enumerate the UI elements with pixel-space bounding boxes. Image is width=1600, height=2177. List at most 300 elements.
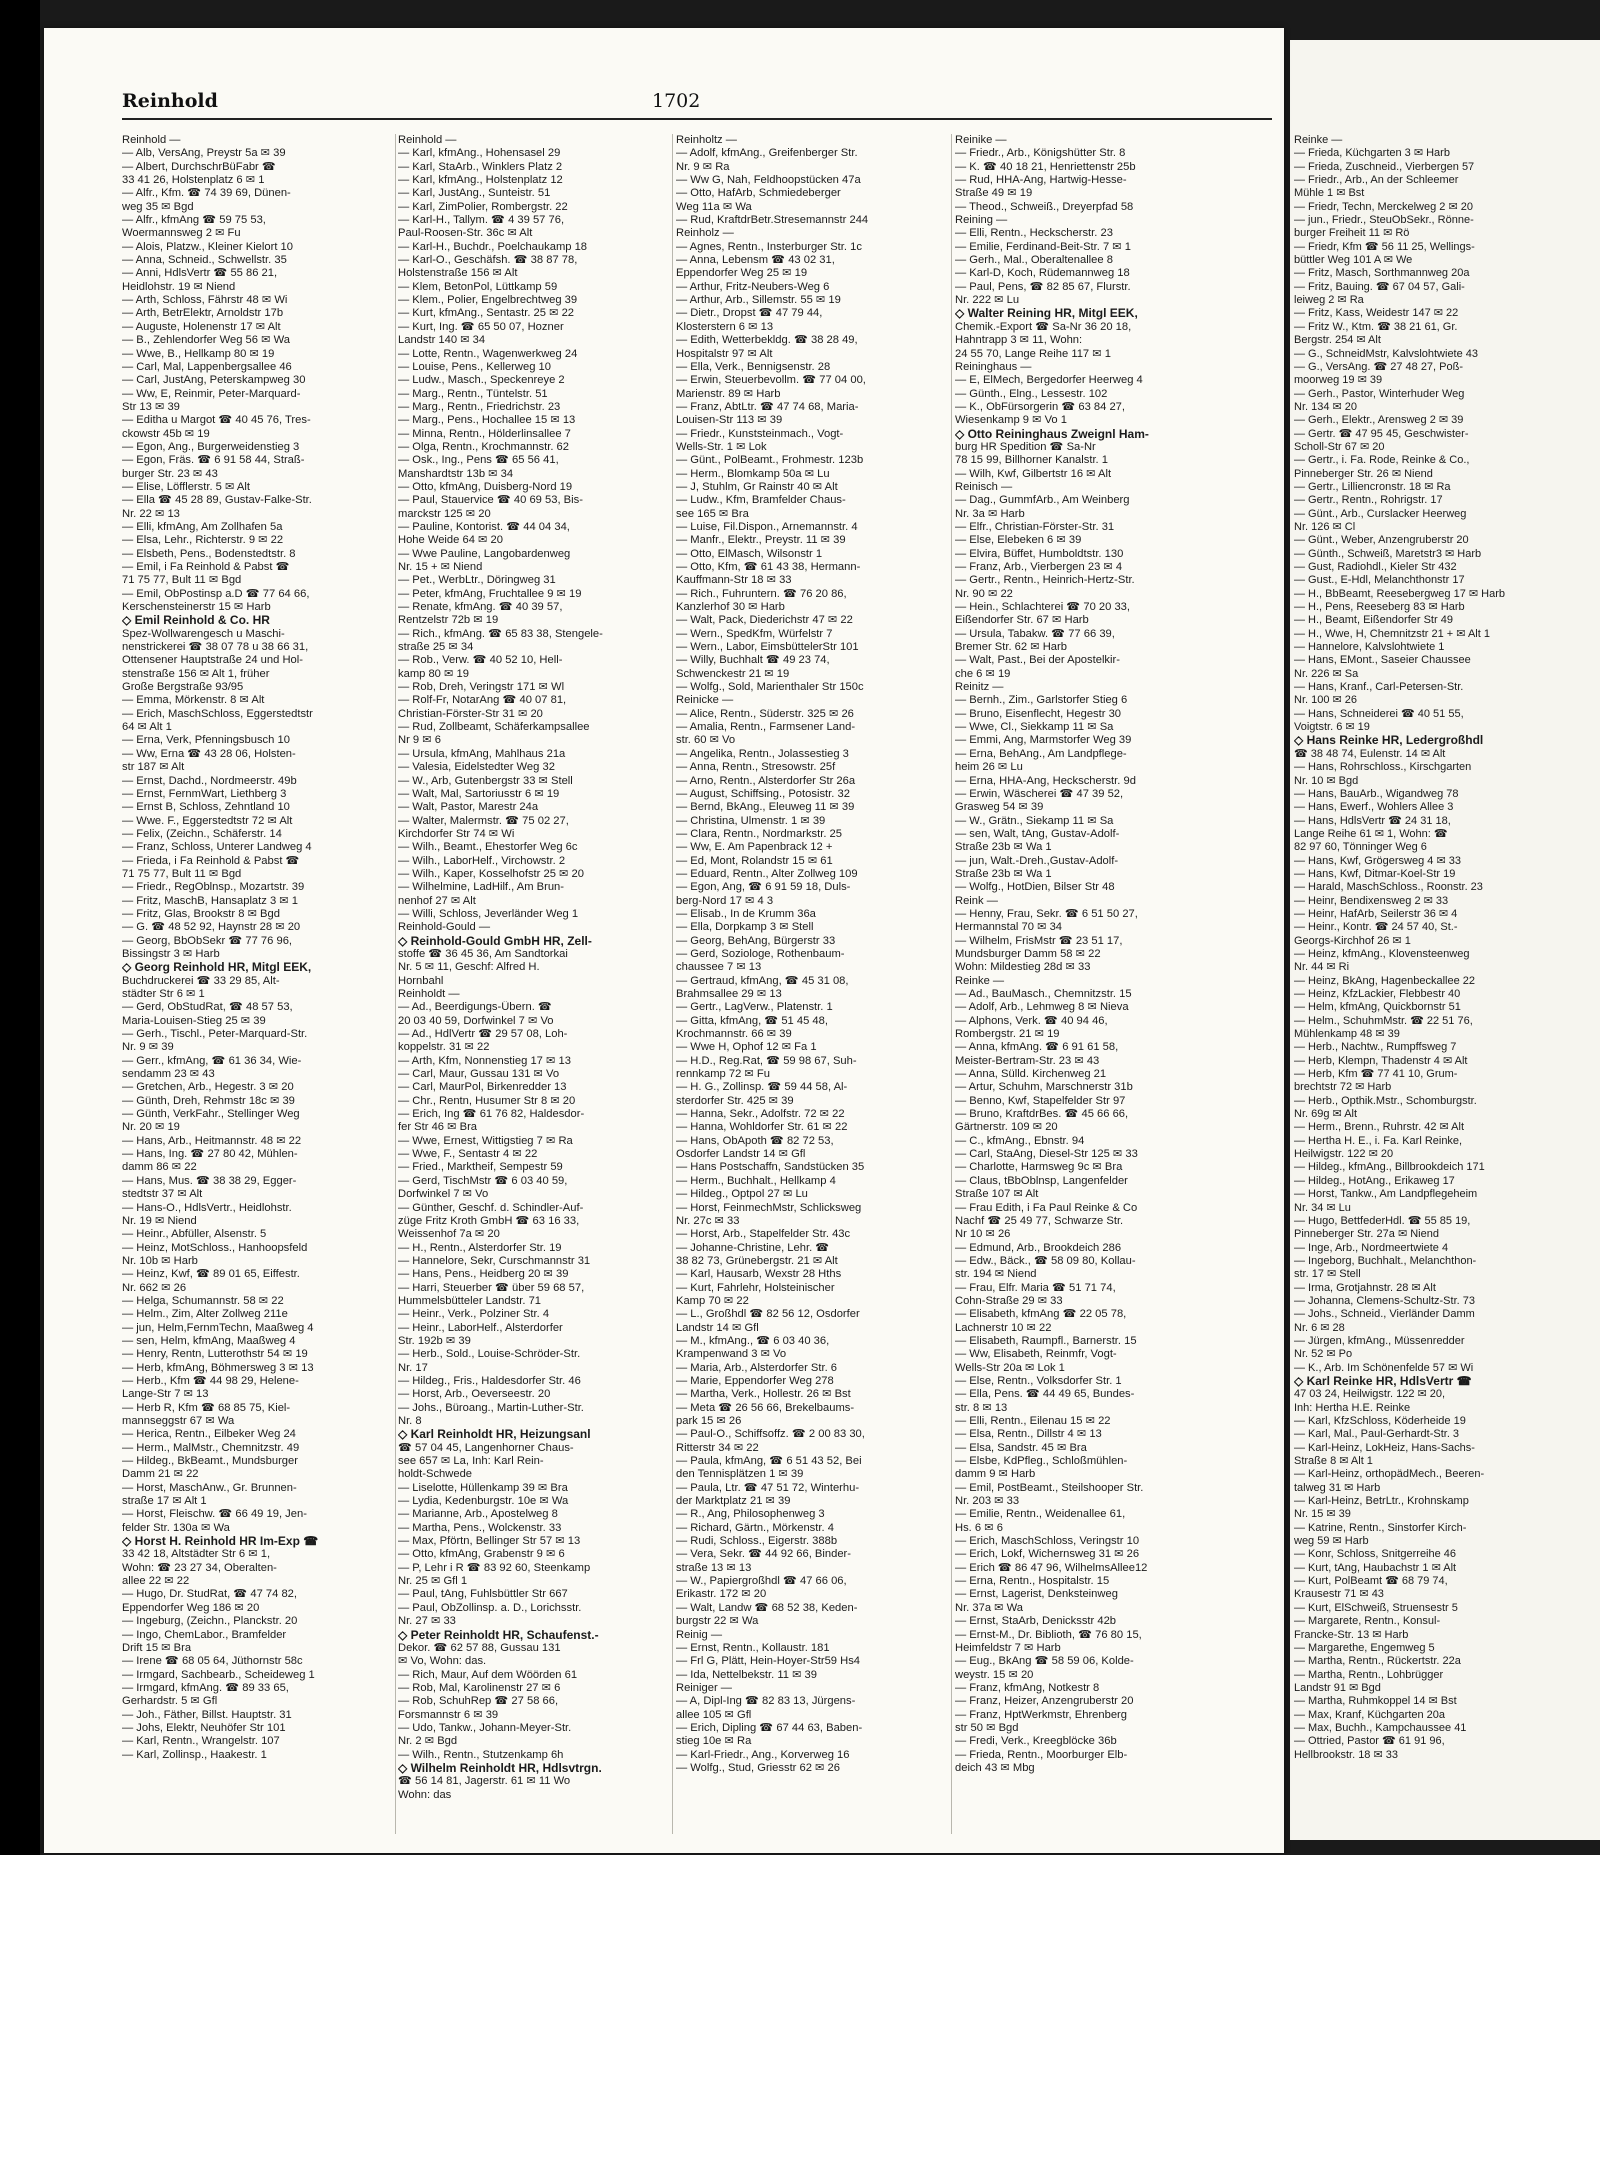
directory-entry: — Anna, kfmAng. ☎ 6 91 61 58, xyxy=(955,1041,1119,1054)
directory-entry: Kirchdorfer Str 74 ✉ Wi xyxy=(398,827,515,840)
directory-entry: — Meta ☎ 26 56 66, Brekelbaums- xyxy=(676,1401,855,1414)
directory-entry: — Frieda, i Fa Reinhold & Pabst ☎ xyxy=(122,854,300,867)
directory-entry: — Arth, BetrElektr, Arnoldstr 17b xyxy=(122,307,284,320)
directory-entry: 33 41 26, Holstenplatz 6 ✉ 1 xyxy=(122,174,265,187)
directory-entry: — Irma, Grotjahnstr. 28 ✉ Alt xyxy=(1294,1281,1436,1294)
directory-entry: — Wolfg., HotDien, Bilser Str 48 xyxy=(955,881,1115,894)
directory-entry: — Joh., Fäther, Billst. Hauptstr. 31 xyxy=(122,1708,292,1721)
directory-entry: Nachf ☎ 25 49 77, Schwarze Str. xyxy=(955,1214,1124,1227)
directory-entry: Große Bergstraße 93/95 xyxy=(122,681,244,694)
scan-margin xyxy=(0,1855,1600,2177)
directory-entry: — Walt, Landw ☎ 68 52 38, Keden- xyxy=(676,1601,858,1614)
directory-entry: — Fritz, Kass, Weidestr 147 ✉ 22 xyxy=(1294,307,1459,320)
directory-entry: Spez-Wollwarengesch u Maschi- xyxy=(122,627,285,640)
directory-entry: — Erich, Dipling ☎ 67 44 63, Baben- xyxy=(676,1721,863,1734)
directory-entry: Rombergstr. 21 ✉ 19 xyxy=(955,1028,1060,1041)
directory-entry: — Ww, E. Am Papenbrack 12 + xyxy=(676,841,833,854)
directory-entry: Nr. 15 ✉ 39 xyxy=(1294,1508,1351,1521)
directory-entry: — Rob, Dreh, Veringstr 171 ✉ Wl xyxy=(398,681,565,694)
directory-entry: Meister-Bertram-Str. 23 ✉ 43 xyxy=(955,1054,1100,1067)
directory-entry: — Ww, Erna ☎ 43 28 06, Holsten- xyxy=(122,747,296,760)
directory-entry: — Martha, Ruhmkoppel 14 ✉ Bst xyxy=(1294,1695,1457,1708)
directory-entry: holdt-Schwede xyxy=(398,1468,473,1481)
directory-entry: — Marg., Rentn., Tüntelstr. 51 xyxy=(398,387,548,400)
directory-entry: Nr. 134 ✉ 20 xyxy=(1294,400,1358,413)
directory-entry: ◇ Georg Reinhold HR, Mitgl EEK, xyxy=(122,961,312,975)
directory-entry: — Dietr., Dropst ☎ 47 79 44, xyxy=(676,307,823,320)
directory-entry: — Agnes, Rentn., Insterburger Str. 1c xyxy=(676,240,862,253)
directory-entry: — Osk., Ing., Pens ☎ 65 56 41, xyxy=(398,454,559,467)
directory-entry: Reinholtz — xyxy=(676,134,737,146)
directory-entry: — Hans, Ing. ☎ 27 80 42, Mühlen- xyxy=(122,1148,298,1161)
directory-entry: — Hildeg., Optpol 27 ✉ Lu xyxy=(676,1188,808,1201)
directory-entry: — Anna, Sülld. Kirchenweg 21 xyxy=(955,1068,1107,1081)
directory-entry: Kerschensteinerstr 15 ✉ Harb xyxy=(122,601,271,614)
directory-entry: Nr. 90 ✉ 22 xyxy=(955,587,1013,600)
directory-entry: Nr. 20 ✉ 19 xyxy=(122,1121,180,1134)
directory-entry: der Marktplatz 21 ✉ 39 xyxy=(676,1495,791,1508)
directory-entry: — Hans, Rohrschloss., Kirschgarten xyxy=(1294,761,1472,774)
directory-entry: — Günth., Elng., Lessestr. 102 xyxy=(955,387,1108,400)
directory-entry: — Friedr., RegOblnsp., Mozartstr. 39 xyxy=(122,881,305,894)
directory-entry: park 15 ✉ 26 xyxy=(676,1415,742,1427)
directory-entry: — Kurt, kfmAng., Sentastr. 25 ✉ 22 xyxy=(398,307,575,320)
directory-entry: Rentzelstr 72b ✉ 19 xyxy=(398,614,499,627)
directory-entry: — Erna, BehAng., Am Landpflege- xyxy=(955,747,1127,760)
directory-entry: — Ingeburg, (Zeichn., Planckstr. 20 xyxy=(122,1615,298,1628)
directory-entry: — Günther, Geschf. d. Schindler-Auf- xyxy=(398,1201,584,1214)
directory-entry: Lachnerstr 10 ✉ 22 xyxy=(955,1321,1052,1334)
directory-entry: — Claus, tBbOblnsp, Langenfelder xyxy=(955,1174,1128,1187)
directory-entry: sterdorfer Str. 425 ✉ 39 xyxy=(676,1094,794,1107)
directory-entry: — Gust, Radiohdl., Kieler Str 432 xyxy=(1294,561,1457,573)
directory-entry: — Else, Elebeken 6 ✉ 39 xyxy=(955,534,1082,547)
directory-entry: — Hannelore, Kalvslohtwiete 1 xyxy=(1294,641,1445,654)
directory-entry: — Horst, Tankw., Am Landpflegeheim xyxy=(1294,1188,1478,1201)
directory-entry: — Herb., Kfm ☎ 44 98 29, Helene- xyxy=(122,1374,299,1387)
directory-entry: Woermannsweg 2 ✉ Fu xyxy=(122,227,241,240)
directory-entry: Nr 9 ✉ 6 xyxy=(398,734,441,747)
directory-entry: Straße 8 ✉ Alt 1 xyxy=(1294,1455,1373,1468)
directory-entry: Nr. 222 ✉ Lu xyxy=(955,294,1020,307)
directory-entry: — Lotte, Rentn., Wagenwerkweg 24 xyxy=(398,347,578,360)
directory-entry: Reink — xyxy=(955,894,998,907)
directory-entry: Francke-Str. 13 ✉ Harb xyxy=(1294,1628,1409,1641)
directory-entry: — Helm., SchuhmMstr. ☎ 22 51 76, xyxy=(1294,1014,1473,1027)
directory-entry: Kamp 70 ✉ 22 xyxy=(676,1294,749,1307)
directory-entry: Straße 107 ✉ Alt xyxy=(955,1188,1039,1201)
directory-entry: Nr. 3a ✉ Harb xyxy=(955,507,1025,520)
directory-entry: — Friedr., Kunststeinmach., Vogt- xyxy=(676,427,844,440)
directory-entry: — Bernh., Zim., Garlstorfer Stieg 6 xyxy=(955,694,1128,707)
directory-entry: — Carl, StaAng, Diesel-Str 125 ✉ 33 xyxy=(955,1148,1138,1161)
directory-entry: Mühlenkamp 48 ✉ 39 xyxy=(1294,1028,1400,1041)
directory-entry: Manshardtstr 13b ✉ 34 xyxy=(398,467,514,480)
directory-entry: str. 8 ✉ 13 xyxy=(955,1401,1008,1414)
directory-entry: Krochmannstr. 66 ✉ 39 xyxy=(676,1028,792,1041)
directory-entry: — Günth., Schweiß, Maretstr3 ✉ Harb xyxy=(1294,547,1482,560)
directory-entry: — Hans, BauArb., Wigandweg 78 xyxy=(1294,787,1459,800)
directory-entry: — Johs., Schneid., Vierländer Damm xyxy=(1294,1308,1475,1321)
directory-entry: see 657 ✉ La, Inh: Karl Rein- xyxy=(398,1455,544,1468)
directory-entry: — Kurt, Ing. ☎ 65 50 07, Hozner xyxy=(398,320,564,333)
directory-entry: — Wilh., Rentn., Stutzenkamp 6h xyxy=(398,1748,564,1761)
directory-entry: — Hein., Schlachterei ☎ 70 20 33, xyxy=(955,601,1131,614)
directory-column-3 xyxy=(676,134,948,1834)
directory-entry: — sen, Walt, tAng, Gustav-Adolf- xyxy=(955,827,1120,840)
directory-entry: — Erich, MaschSchloss, Veringstr 10 xyxy=(955,1535,1140,1548)
directory-entry: — Ernst, Lagerist, Denksteinweg xyxy=(955,1588,1118,1601)
directory-entry: Straße 23b ✉ Wa 1 xyxy=(955,867,1052,880)
running-head: Reinhold xyxy=(122,90,218,112)
directory-entry: ◇ Karl Reinholdt HR, Heizungsanl xyxy=(398,1428,591,1442)
directory-entry: Hospitalstr 97 ✉ Alt xyxy=(676,347,773,360)
directory-entry: — Chr., Rentn, Husumer Str 8 ✉ 20 xyxy=(398,1094,576,1107)
directory-entry: Nr. 226 ✉ Sa xyxy=(1294,667,1359,680)
directory-entry: — Heinr., Kontr. ☎ 24 57 40, St.- xyxy=(1294,921,1458,934)
directory-entry: — Frieda, Küchgarten 3 ✉ Harb xyxy=(1294,147,1450,160)
directory-entry: — Gerh., Elektr., Arensweg 2 ✉ 39 xyxy=(1294,414,1464,427)
directory-entry: — Pet., WerbLtr., Döringweg 31 xyxy=(398,574,556,587)
directory-entry: — Emilie, Ferdinand-Beit-Str. 7 ✉ 1 xyxy=(955,240,1132,253)
directory-entry: 24 55 70, Lange Reihe 117 ✉ 1 xyxy=(955,347,1111,360)
directory-entry: Buchdruckerei ☎ 33 29 85, Alt- xyxy=(122,974,280,987)
directory-entry: — Marg., Rentn., Friedrichstr. 23 xyxy=(398,400,561,413)
directory-entry: — Heinz, BkAng, Hagenbeckallee 22 xyxy=(1294,974,1475,987)
directory-entry: — Udo, Tankw., Johann-Meyer-Str. xyxy=(398,1721,572,1734)
directory-entry: — Clara, Rentn., Nordmarkstr. 25 xyxy=(676,827,843,840)
directory-entry: — H.D., Reg.Rat, ☎ 59 98 67, Suh- xyxy=(676,1054,857,1067)
directory-entry: Reinke — xyxy=(955,974,1005,987)
directory-entry: — Johs, Elektr, Neuhöfer Str 101 xyxy=(122,1721,286,1734)
directory-entry: stedtstr 37 ✉ Alt xyxy=(122,1188,203,1201)
directory-entry: Reinke — xyxy=(1294,134,1343,146)
directory-entry: — H., Pens, Reeseberg 83 ✉ Harb xyxy=(1294,601,1465,614)
directory-entry: — Martha, Rentn., Lohbrügger xyxy=(1294,1668,1444,1681)
directory-entry: — Hans, Kwf, Grögersweg 4 ✉ 33 xyxy=(1294,854,1461,867)
directory-entry: — Otto, HafArb, Schmiedeberger xyxy=(676,187,841,200)
directory-entry: Krausestr 71 ✉ 43 xyxy=(1294,1588,1384,1601)
directory-entry: ☎ 38 48 74, Eulenstr. 14 ✉ Alt xyxy=(1294,747,1446,760)
directory-entry: koppelstr. 31 ✉ 22 xyxy=(398,1041,490,1054)
directory-entry: Wohn: Mildestieg 28d ✉ 33 xyxy=(955,961,1091,974)
directory-entry: — Wwe, Cl., Siekkamp 11 ✉ Sa xyxy=(955,721,1114,734)
directory-entry: — Elli, Rentn., Heckscherstr. 23 xyxy=(955,227,1113,240)
directory-entry: Scholl-Str 67 ✉ 20 xyxy=(1294,440,1385,453)
directory-entry: damm 9 ✉ Harb xyxy=(955,1468,1036,1481)
directory-entry: heim 26 ✉ Lu xyxy=(955,761,1023,774)
directory-entry: — Rud, KraftdrBetr.Stresemannstr 244 xyxy=(676,214,869,227)
directory-entry: burgstr 22 ✉ Wa xyxy=(676,1615,759,1628)
directory-entry: sendamm 23 ✉ 43 xyxy=(122,1068,215,1081)
directory-entry: ◇ Peter Reinholdt HR, Schaufenst.- xyxy=(398,1628,599,1642)
directory-entry: — Alfr., Kfm. ☎ 74 39 69, Dünen- xyxy=(122,187,291,200)
directory-entry: Eppendorfer Weg 25 ✉ 19 xyxy=(676,267,808,280)
directory-entry: — Carl, Maur, Gussau 131 ✉ Vo xyxy=(398,1068,560,1081)
directory-entry: — Horst, FeinmechMstr, Schlicksweg xyxy=(676,1201,862,1214)
directory-entry: — Herm., Brenn., Ruhrstr. 42 ✉ Alt xyxy=(1294,1121,1464,1134)
directory-entry: Nr. 203 ✉ 33 xyxy=(955,1495,1020,1508)
directory-entry: — Heinr., Verk., Polziner Str. 4 xyxy=(398,1308,550,1321)
directory-entry: Straße 49 ✉ 19 xyxy=(955,187,1033,200)
directory-entry: brechtstr 72 ✉ Harb xyxy=(1294,1081,1392,1094)
facing-page-column xyxy=(1294,134,1594,1834)
directory-entry: — Hannelore, Sekr, Curschmannstr 31 xyxy=(398,1254,591,1267)
directory-entry: Nr. 100 ✉ 26 xyxy=(1294,694,1358,707)
directory-entry: talweg 31 ✉ Harb xyxy=(1294,1481,1381,1494)
directory-entry: — Gerd, ObStudRat, ☎ 48 57 53, xyxy=(122,1001,293,1014)
directory-entry: 78 15 99, Billhorner Kanalstr. 1 xyxy=(955,454,1108,467)
directory-entry: — Wolfg., Sold, Marienthaler Str 150c xyxy=(676,681,864,694)
directory-entry: che 6 ✉ 19 xyxy=(955,667,1011,680)
directory-entry: weg 35 ✉ Bgd xyxy=(122,200,194,213)
directory-entry: stieg 10e ✉ Ra xyxy=(676,1735,752,1748)
directory-entry: — Karl, Hausarb, Wexstr 28 Hths xyxy=(676,1268,842,1281)
directory-entry: Pinneberger Str. 27a ✉ Niend xyxy=(1294,1228,1439,1241)
directory-entry: ckowstr 45b ✉ 19 xyxy=(122,427,210,440)
directory-entry: Reininghaus — xyxy=(955,360,1032,373)
directory-entry: — Ernst, StaArb, Denicksstr 42b xyxy=(955,1615,1117,1628)
directory-entry: — Helm., Zim, Alter Zollweg 211e xyxy=(122,1308,288,1321)
directory-entry: — Adolf, Arb., Lehmweg 8 ✉ Nieva xyxy=(955,1001,1129,1014)
directory-entry: — Amalia, Rentn., Farmsener Land- xyxy=(676,721,856,734)
directory-entry: Landstr 140 ✉ 34 xyxy=(398,334,486,347)
directory-entry: Nr. 6 ✉ 28 xyxy=(1294,1321,1345,1334)
directory-entry: Reinholdt — xyxy=(398,988,460,1000)
directory-entry: — Gertr., LagVerw., Platenstr. 1 xyxy=(676,1001,833,1014)
directory-entry: Osdorfer Landstr 14 ✉ Gfl xyxy=(676,1148,806,1161)
directory-entry: — Klem., Polier, Engelbrechtweg 39 xyxy=(398,294,578,307)
directory-entry: — Wern., Labor, EimsbüttelerStr 101 xyxy=(676,641,859,654)
directory-entry: Reinike — xyxy=(955,134,1007,146)
directory-entry: straße 25 ✉ 34 xyxy=(398,641,474,654)
directory-entry: Nr. 15 + ✉ Niend xyxy=(398,561,483,573)
directory-entry: Hellbrookstr. 18 ✉ 33 xyxy=(1294,1748,1398,1761)
directory-entry: — Maria, Arb., Alsterdorfer Str. 6 xyxy=(676,1361,838,1374)
directory-entry: Heimfeldstr 7 ✉ Harb xyxy=(955,1641,1061,1654)
directory-entry: — Eug., BkAng ☎ 58 59 06, Kolde- xyxy=(955,1655,1134,1668)
directory-entry: Heidlohstr. 19 ✉ Niend xyxy=(122,280,236,293)
directory-entry: — Dag., GummfArb., Am Weinberg xyxy=(955,494,1130,507)
directory-entry: — Ursula, kfmAng, Mahlhaus 21a xyxy=(398,747,566,760)
directory-entry: — Gertraud, kfmAng, ☎ 45 31 08, xyxy=(676,974,849,987)
directory-entry: Hs. 6 ✉ 6 xyxy=(955,1521,1003,1534)
directory-entry: — Wwe, B., Hellkamp 80 ✉ 19 xyxy=(122,347,275,360)
directory-entry: — K., Arb. Im Schönenfelde 57 ✉ Wi xyxy=(1294,1361,1474,1374)
directory-entry: str 187 ✉ Alt xyxy=(122,761,185,774)
directory-entry: — Emma, Mörkenstr. 8 ✉ Alt xyxy=(122,694,265,707)
directory-entry: — Willi, Schloss, Jeverländer Weg 1 xyxy=(398,907,579,920)
directory-entry: — Kurt, tAng, Haubachstr 1 ✉ Alt xyxy=(1294,1561,1457,1574)
directory-entry: Klosterstern 6 ✉ 13 xyxy=(676,320,774,333)
directory-entry: Georgs-Kirchhof 26 ✉ 1 xyxy=(1294,934,1411,947)
directory-entry: — Wilh, Kwf, Gilbertstr 16 ✉ Alt xyxy=(955,467,1112,480)
directory-entry: — Wilh., Beamt., Ehestorfer Weg 6c xyxy=(398,841,578,854)
directory-entry: — Angelika, Rentn., Jolassestieg 3 xyxy=(676,747,849,760)
directory-entry: — Anni, HdlsVertr ☎ 55 86 21, xyxy=(122,267,278,280)
directory-entry: — Rud, HHA-Ang, Hartwig-Hesse- xyxy=(955,174,1127,187)
directory-entry: — Paul, ObZollinsp. a. D., Lorichsstr. xyxy=(398,1601,582,1614)
directory-entry: — Elfr., Christian-Förster-Str. 31 xyxy=(955,520,1115,533)
directory-entry: — Arthur, Fritz-Neubers-Weg 6 xyxy=(676,280,830,293)
directory-entry: — Wern., SpedKfm, Würfelstr 7 xyxy=(676,627,833,640)
directory-entry: — Vera, Sekr. ☎ 44 92 66, Binder- xyxy=(676,1548,851,1561)
directory-entry: — Ww, E, Reinmir, Peter-Marquard- xyxy=(122,387,301,400)
directory-entry: — Otto, kfmAng, Duisberg-Nord 19 xyxy=(398,480,573,493)
directory-entry: — Heinr, HafArb, Seilerstr 36 ✉ 4 xyxy=(1294,907,1458,920)
directory-entry: — Rich., kfmAng. ☎ 65 83 38, Stengele- xyxy=(398,627,603,640)
directory-entry: — Hans, Mus. ☎ 38 38 29, Egger- xyxy=(122,1174,297,1187)
directory-entry: Nr 10 ✉ 26 xyxy=(955,1228,1011,1241)
directory-entry: Nr. 25 ✉ Gfl 1 xyxy=(398,1575,468,1588)
directory-entry: — Editha u Margot ☎ 40 45 76, Tres- xyxy=(122,414,311,427)
directory-entry: — H. G., Zollinsp. ☎ 59 44 58, Al- xyxy=(676,1081,848,1094)
directory-entry: — Alphons, Verk. ☎ 40 94 46, xyxy=(955,1014,1108,1027)
directory-entry: — Emil, PostBeamt., Steilshooper Str. xyxy=(955,1481,1144,1494)
directory-entry: — Herb., Opthik.Mstr., Schomburgstr. xyxy=(1294,1094,1477,1107)
directory-entry: — Wwe, F., Sentastr 4 ✉ 22 xyxy=(398,1148,538,1161)
directory-entry: Nr. 9 ✉ Ra xyxy=(676,160,730,173)
directory-entry: — Ludw., Masch., Speckenreye 2 xyxy=(398,374,565,387)
directory-entry: — Gerr., kfmAng, ☎ 61 36 34, Wie- xyxy=(122,1054,302,1067)
directory-entry: Chemik.-Export ☎ Sa-Nr 36 20 18, xyxy=(955,320,1132,333)
directory-entry: — Paul-O., Schiffsoffz. ☎ 2 00 83 30, xyxy=(676,1428,865,1441)
directory-entry: — Harri, Steuerber ☎ über 59 68 57, xyxy=(398,1281,585,1294)
directory-entry: Damm 21 ✉ 22 xyxy=(122,1468,199,1481)
directory-entry: — Wwe Pauline, Langobardenweg xyxy=(398,547,571,560)
directory-entry: — Wolfg., Stud, Griesstr 62 ✉ 26 xyxy=(676,1761,840,1774)
directory-entry: Nr. 8 xyxy=(398,1415,422,1427)
directory-entry: — Hanna, Sekr., Adolfstr. 72 ✉ 22 xyxy=(676,1108,845,1121)
directory-entry: — Fritz, Bauing. ☎ 67 04 57, Gali- xyxy=(1294,280,1465,293)
directory-entry: — Hans, Arb., Heitmannstr. 48 ✉ 22 xyxy=(122,1134,302,1147)
directory-entry: — Elsbeth, Pens., Bodenstedtstr. 8 xyxy=(122,547,296,560)
directory-entry: — Georg, BbObSekr ☎ 77 76 96, xyxy=(122,934,293,947)
directory-entry: — Gerh., Tischl., Peter-Marquard-Str. xyxy=(122,1028,308,1041)
directory-entry: burger Freiheit 11 ✉ Rö xyxy=(1294,227,1410,240)
directory-entry: Nr. 9 ✉ 39 xyxy=(122,1041,174,1054)
directory-entry: — Hans, EMont., Saseier Chaussee xyxy=(1294,654,1471,667)
directory-entry: — Gitta, kfmAng, ☎ 51 45 48, xyxy=(676,1014,828,1027)
directory-entry: — Rob, SchuhRep ☎ 27 58 66, xyxy=(398,1695,559,1708)
directory-entry: 33 42 18, Altstädter Str 6 ✉ 1, xyxy=(122,1548,271,1561)
directory-entry: — Gertr. ☎ 47 95 45, Geschwister- xyxy=(1294,427,1469,440)
page-header xyxy=(122,88,1272,120)
directory-entry: — E, ElMech, Bergedorfer Heerweg 4 xyxy=(955,374,1143,387)
directory-entry: fer Str 46 ✉ Bra xyxy=(398,1121,478,1134)
directory-entry: — Fried., Marktheif, Sempestr 59 xyxy=(398,1161,563,1174)
directory-entry: — Albert, DurchschrBüFabr ☎ xyxy=(122,160,276,173)
directory-entry: — Bruno, KraftdrBes. ☎ 45 66 66, xyxy=(955,1108,1129,1121)
directory-entry: — Horst, MaschAnw., Gr. Brunnen- xyxy=(122,1481,297,1494)
directory-entry: Nr. 69g ✉ Alt xyxy=(1294,1108,1358,1121)
directory-entry: — W., Papiergroßhdl ☎ 47 66 06, xyxy=(676,1575,847,1588)
directory-entry: — Erich, MaschSchloss, Eggerstedtstr xyxy=(122,707,313,720)
directory-entry: — Alois, Platzw., Kleiner Kielort 10 xyxy=(122,240,293,253)
directory-entry: — Heinr., Abfüller, Alsenstr. 5 xyxy=(122,1228,267,1241)
directory-entry: Nr. 37a ✉ Wa xyxy=(955,1601,1024,1614)
directory-entry: — Wwe H, Ophof 12 ✉ Fa 1 xyxy=(676,1041,817,1054)
directory-entry: — Hildeg., BkBeamt., Mundsburger xyxy=(122,1455,298,1468)
directory-entry: — Herb., Sold., Louise-Schröder-Str. xyxy=(398,1348,581,1361)
directory-entry: straße 17 ✉ Alt 1 xyxy=(122,1495,207,1508)
directory-entry: — Rolf-Fr, NotarAng ☎ 40 07 81, xyxy=(398,694,567,707)
directory-entry: Nr. 5 ✉ 11, Geschf: Alfred H. xyxy=(398,961,540,974)
directory-entry: — A, Dipl-Ing ☎ 82 83 13, Jürgens- xyxy=(676,1695,856,1708)
directory-entry: Drift 15 ✉ Bra xyxy=(122,1641,192,1654)
directory-column-2 xyxy=(398,134,670,1834)
directory-entry: — Benno, Kwf, Stapelfelder Str 97 xyxy=(955,1094,1126,1107)
directory-entry: — Fritz, Masch, Sorthmannweg 20a xyxy=(1294,267,1470,280)
directory-entry: — Elsa, Rentn., Dillstr 4 ✉ 13 xyxy=(955,1428,1102,1441)
directory-entry: — Karl-Friedr., Ang., Korverweg 16 xyxy=(676,1748,850,1761)
directory-column-4 xyxy=(955,134,1227,1834)
directory-entry: — Karl, JustAng., Sunteistr. 51 xyxy=(398,187,551,200)
directory-entry: — Valesia, Eidelstedter Weg 32 xyxy=(398,761,555,774)
directory-entry: straße 13 ✉ 13 xyxy=(676,1561,752,1574)
directory-entry: — Gertr., Rentn., Heinrich-Hertz-Str. xyxy=(955,574,1135,587)
directory-entry: Reinholz — xyxy=(676,227,734,240)
directory-entry: — Heinz, MotSchloss., Hanhoopsfeld xyxy=(122,1241,308,1254)
directory-entry: moorweg 19 ✉ 39 xyxy=(1294,374,1383,387)
directory-entry: Hermannstal 70 ✉ 34 xyxy=(955,921,1063,934)
directory-entry: Ottensener Hauptstraße 24 und Hol- xyxy=(122,654,303,667)
directory-entry: — Erwin, Steuerbevollm. ☎ 77 04 00, xyxy=(676,374,866,387)
directory-entry: — Ella ☎ 45 28 89, Gustav-Falke-Str. xyxy=(122,494,312,507)
directory-entry: — sen, Helm, kfmAng, Maaßweg 4 xyxy=(122,1334,296,1347)
directory-entry: Nr. 10 ✉ Bgd xyxy=(1294,774,1359,787)
directory-entry: — Gerd, TischMstr ☎ 6 03 40 59, xyxy=(398,1174,568,1187)
directory-entry: — Fritz, Glas, Brookstr 8 ✉ Bgd xyxy=(122,907,280,920)
directory-entry: Wohn: das xyxy=(398,1788,452,1801)
directory-entry: 82 97 60, Tönninger Weg 6 xyxy=(1294,841,1427,854)
directory-entry: 38 82 73, Grünebergstr. 21 ✉ Alt xyxy=(676,1254,838,1267)
directory-entry: — Gerh., Pastor, Winterhuder Weg xyxy=(1294,387,1465,400)
directory-entry: Maria-Louisen-Stieg 25 ✉ 39 xyxy=(122,1014,266,1027)
directory-entry: — Gerd, Soziologe, Rothenbaum- xyxy=(676,947,845,960)
directory-entry: — Martha, Verk., Hollestr. 26 ✉ Bst xyxy=(676,1388,851,1401)
directory-entry: — Helga, Schumannstr. 58 ✉ 22 xyxy=(122,1294,284,1307)
directory-entry: Nr. 2 ✉ Bgd xyxy=(398,1735,458,1748)
directory-entry: — Fritz W., Ktm. ☎ 38 21 61, Gr. xyxy=(1294,320,1458,333)
directory-entry: — Otto, ElMasch, Wilsonstr 1 xyxy=(676,547,823,560)
directory-entry: — Karl, kfmAng., Hohensasel 29 xyxy=(398,147,561,160)
directory-entry: ◇ Wilhelm Reinholdt HR, Hdlsvtrgn. xyxy=(398,1761,602,1775)
directory-entry: — Erich, Ing ☎ 61 76 82, Haldesdor- xyxy=(398,1108,585,1121)
directory-entry: ◇ Hans Reinke HR, Ledergroßhdl xyxy=(1294,734,1484,748)
directory-entry: — J, Stuhlm, Gr Rainstr 40 ✉ Alt xyxy=(676,480,838,493)
directory-entry: — Heinr, Bendixensweg 2 ✉ 33 xyxy=(1294,894,1449,907)
directory-entry: Nr. 52 ✉ Po xyxy=(1294,1348,1353,1361)
directory-entry: — Franz, AbtLtr. ☎ 47 74 68, Maria- xyxy=(676,400,859,413)
directory-entry: — Hertha H. E., i. Fa. Karl Reinke, xyxy=(1294,1134,1463,1147)
directory-entry: Mühle 1 ✉ Bst xyxy=(1294,187,1365,200)
directory-entry: — Max, Buchh., Kampchaussee 41 xyxy=(1294,1721,1467,1734)
directory-entry: Cohn-Straße 29 ✉ 33 xyxy=(955,1294,1063,1307)
directory-entry: — Manfr., Elektr., Preystr. 11 ✉ 39 xyxy=(676,534,846,547)
directory-entry: — Emil, i Fa Reinhold & Pabst ☎ xyxy=(122,561,290,573)
directory-entry: — H., Beamt, Eißendorfer Str 49 xyxy=(1294,614,1453,627)
directory-entry: — Hans, Schneiderei ☎ 40 51 55, xyxy=(1294,707,1464,720)
directory-entry: — Katrine, Rentn., Sinstorfer Kirch- xyxy=(1294,1521,1467,1534)
directory-entry: Pinneberger Str. 26 ✉ Niend xyxy=(1294,467,1433,480)
directory-entry: — Karl, StaArb., Winklers Platz 2 xyxy=(398,160,563,173)
directory-entry: — Emmi, Ang, Marmstorfer Weg 39 xyxy=(955,734,1132,747)
directory-entry: Nr. 34 ✉ Lu xyxy=(1294,1201,1351,1214)
directory-entry: ◇ Walter Reining HR, Mitgl EEK, xyxy=(955,307,1138,321)
directory-entry: — Erwin, Wäscherei ☎ 47 39 52, xyxy=(955,787,1124,800)
directory-entry: Nr. 22 ✉ 13 xyxy=(122,507,180,520)
